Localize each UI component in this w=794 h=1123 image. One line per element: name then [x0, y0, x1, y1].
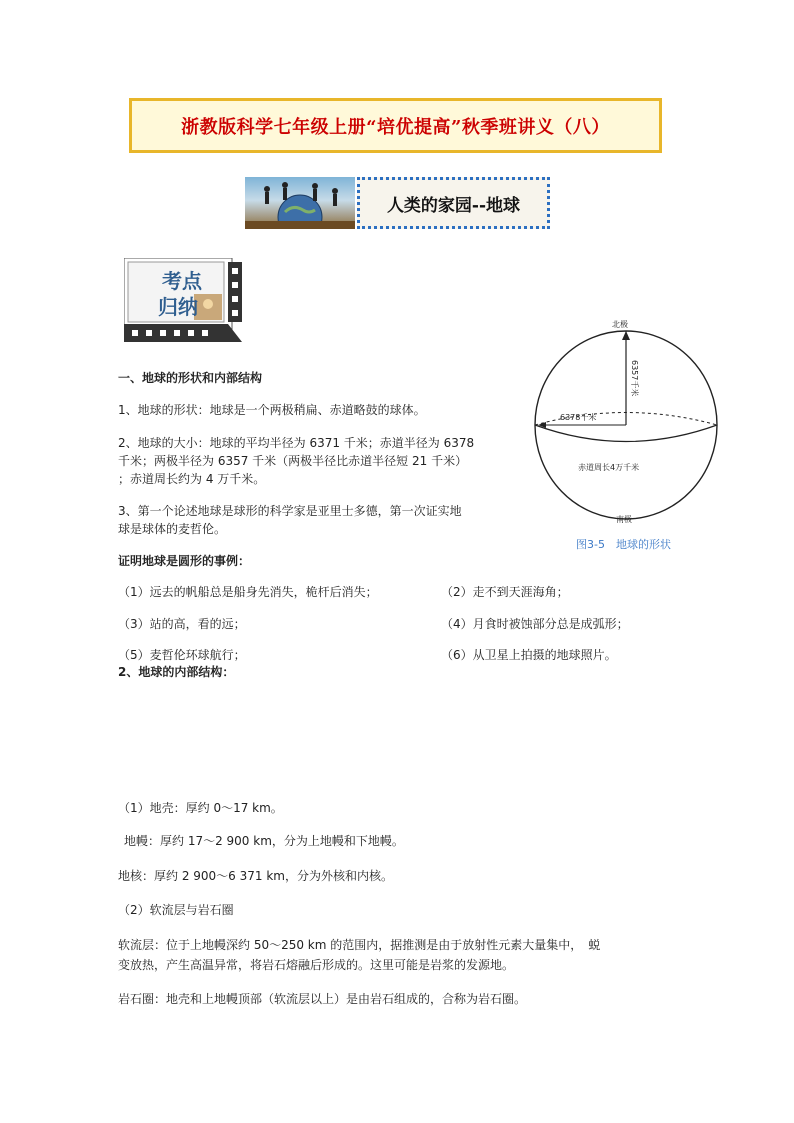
earth-shape-diagram — [532, 308, 724, 558]
banner-photo — [245, 177, 355, 229]
subsection2-heading: （2）软流层与岩石圈 — [118, 903, 234, 917]
section1-p2b: 千米；两极半径为 6357 千米（两极半径比赤道半径短 21 千米） — [118, 454, 468, 468]
evidence-item: （4）月食时被蚀部分总是成弧形； — [441, 617, 629, 631]
south-pole-label: 南极 — [616, 515, 632, 524]
evidence-item: （5）麦哲伦环球航行； — [118, 648, 246, 662]
page-title: 浙教版科学七年级上册“培优提高”秋季班讲义（八） — [181, 116, 610, 138]
figure-caption: 图3-5 地球的形状 — [576, 538, 671, 551]
north-pole-label: 北极 — [612, 320, 628, 329]
evidence-item: （3）站的高，看的远； — [118, 617, 246, 631]
mantle-text: 地幔：厚约 17～2 900 km，分为上地幔和下地幔。 — [124, 834, 404, 848]
crust-text: （1）地壳：厚约 0～17 km。 — [118, 801, 283, 815]
evidence-item: （2）走不到天涯海角； — [441, 585, 569, 599]
lithosphere-text: 岩石圈：地壳和上地幔顶部（软流层以上）是由岩石组成的，合称为岩石圈。 — [118, 992, 527, 1006]
badge-line2: 归纳 — [158, 295, 198, 319]
banner-title: 人类的家园--地球 — [386, 195, 521, 216]
banner-box — [357, 177, 550, 229]
equator-circumference-label: 赤道周长4万千米 — [578, 463, 640, 472]
title-box — [129, 98, 662, 153]
section1-p3b: 球是球体的麦哲伦。 — [118, 522, 227, 536]
badge-line1: 考点 — [162, 269, 202, 293]
earth-people-illustration — [245, 177, 355, 229]
evidence-item: （6）从卫星上拍摄的地球照片。 — [441, 648, 617, 662]
section1-p3a: 3、第一个论述地球是球形的科学家是亚里士多德，第一次证实地 — [118, 504, 462, 518]
section1-p1: 1、地球的形状：地球是一个两极稍扁、赤道略鼓的球体。 — [118, 403, 426, 417]
evidence-item: （1）远去的帆船总是船身先消失，桅杆后消失； — [118, 585, 378, 599]
section1-p2a: 2、地球的大小：地球的平均半径为 6371 千米；赤道半径为 6378 — [118, 436, 475, 450]
evidence-heading: 证明地球是圆形的事例： — [118, 554, 251, 568]
earth-figure — [532, 308, 724, 558]
asthenosphere-text-a: 软流层：位于上地幔深约 50～250 km 的范围内，据推测是由于放射性元素大量集中， 蜕 — [118, 938, 601, 952]
equatorial-radius-label: 6378千米 — [560, 413, 597, 422]
core-text: 地核：厚约 2 900～6 371 km，分为外核和内核。 — [118, 869, 393, 883]
structure-heading: 2、地球的内部结构： — [118, 665, 235, 679]
section1-heading: 一、地球的形状和内部结构 — [118, 371, 263, 385]
polar-radius-label: 6357千米 — [630, 360, 639, 397]
kaodian-badge — [124, 258, 244, 342]
film-strip-icon — [124, 258, 244, 342]
asthenosphere-text-b: 变放热，产生高温异常，将岩石熔融后形成的。这里可能是岩浆的发源地。 — [118, 958, 515, 972]
section1-p2c: ；赤道周长约为 4 万千米。 — [118, 472, 266, 486]
